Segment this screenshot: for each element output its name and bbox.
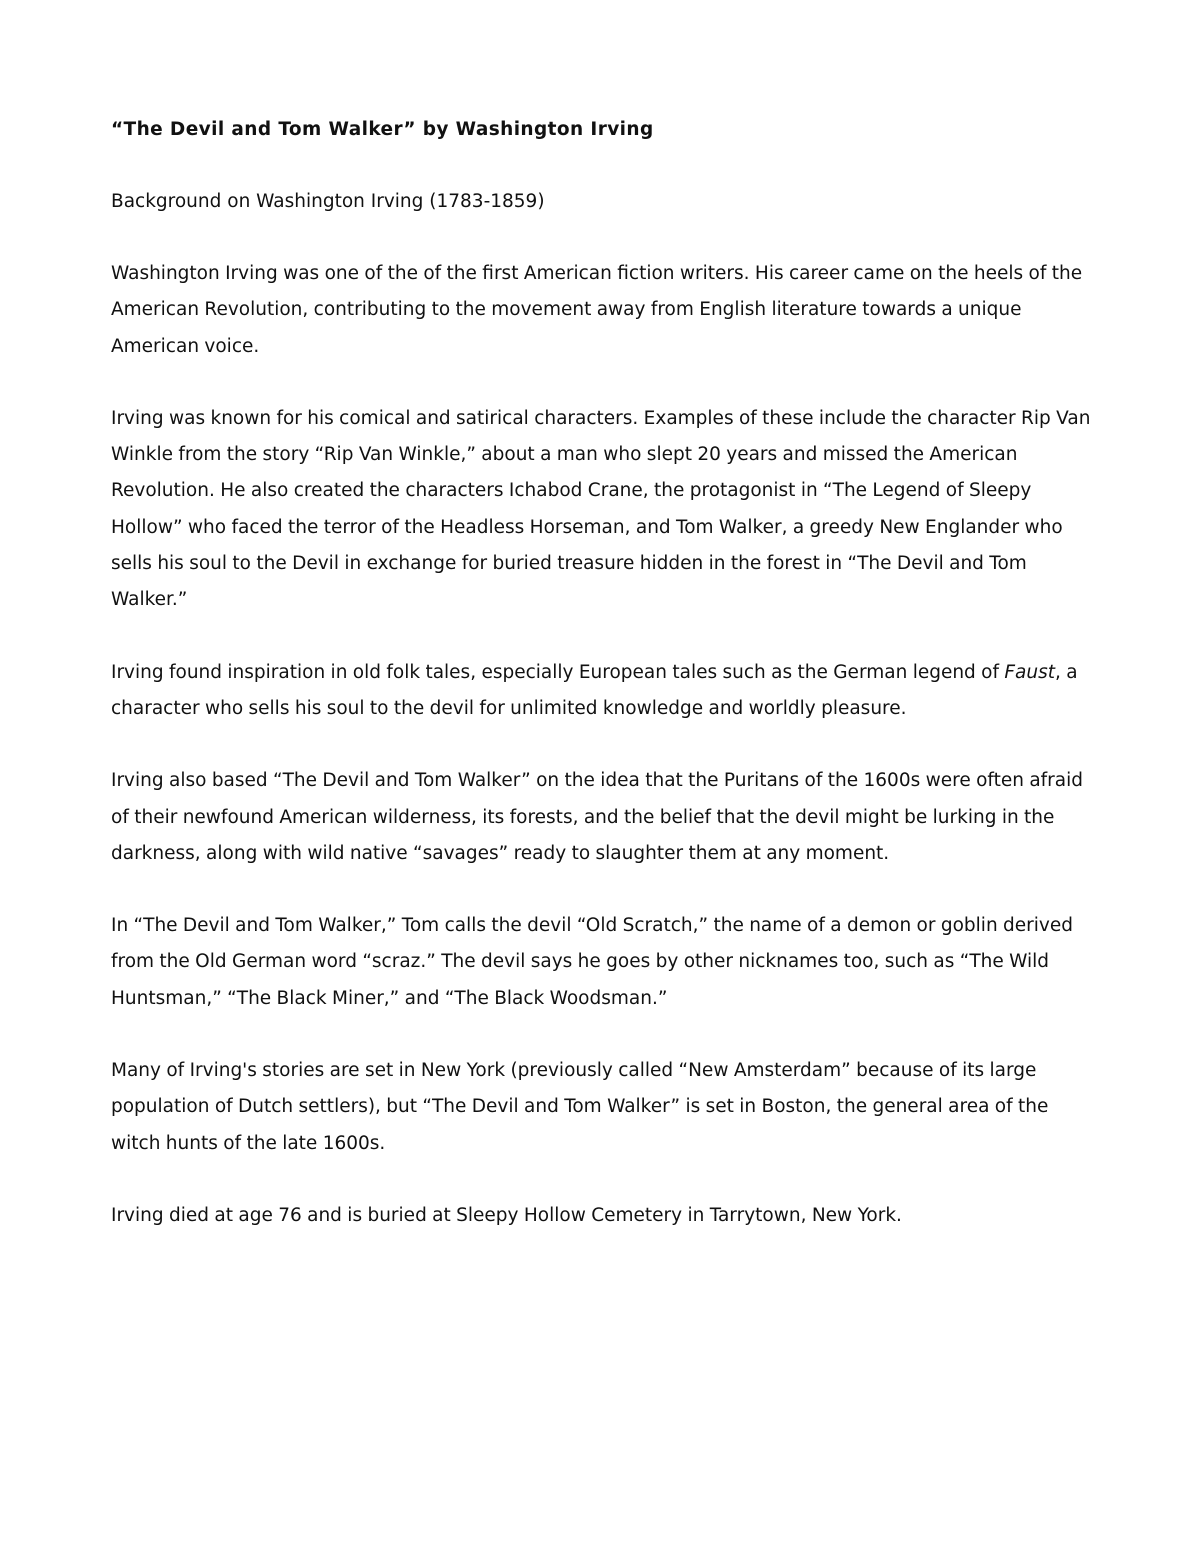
document-title: “The Devil and Tom Walker” by Washington Irving [111, 119, 654, 140]
faust-text-before: Irving found inspiration in old folk tales, especially European tales such as the German legend of [111, 661, 1005, 683]
paragraph-old-scratch: In “The Devil and Tom Walker,” Tom calls the devil “Old Scratch,” the name of a demon or goblin derived from the Old German word “scraz.” The devil says he goes by other nicknames too, such as “The Wild Huntsman,” “The Black Miner,” and “The Black Woodsman.” [111, 915, 1073, 1009]
paragraph-characters: Irving was known for his comical and satirical characters. Examples of these include the character Rip Van Winkle from the story “Rip Van Winkle,” about a man who slept 20 years and missed the American Revolution. He also created the characters Ichabod Crane, the protagonist in “The Legend of Sleepy Hollow” who faced the terror of the Headless Horseman, and Tom Walker, a greedy New Englander who sells his soul to the Devil in exchange for buried treasure hidden in the forest in “The Devil and Tom Walker.” [111, 407, 1091, 611]
document-subtitle: Background on Washington Irving (1783-1859) [111, 191, 545, 212]
faust-text-after: , a character who sells his soul to the devil for unlimited knowledge and worldly pleasure. [111, 661, 1078, 719]
paragraph-death: Irving died at age 76 and is buried at Sleepy Hollow Cemetery in Tarrytown, New York. [111, 1204, 902, 1226]
paragraph-settings: Many of Irving's stories are set in New York (previously called “New Amsterdam” because of its large population of Dutch settlers), but “The Devil and Tom Walker” is set in Boston, the general area of the witch hunts of the late 1600s. [111, 1060, 1049, 1154]
paragraph-faust [111, 655, 1101, 728]
document-page [111, 112, 1101, 1270]
faust-italic: Faust [1004, 661, 1056, 683]
paragraph-puritans: Irving also based “The Devil and Tom Walker” on the idea that the Puritans of the 1600s were often afraid of their newfound American wilderness, its forests, and the belief that the devil might be lurking in the darkness, along with wild native “savages” ready to slaughter them at any moment. [111, 770, 1084, 864]
paragraph-irving-intro: Washington Irving was one of the of the first American fiction writers. His career came on the heels of the American Revolution, contributing to the movement away from English literature towards a unique American voice. [111, 263, 1083, 357]
